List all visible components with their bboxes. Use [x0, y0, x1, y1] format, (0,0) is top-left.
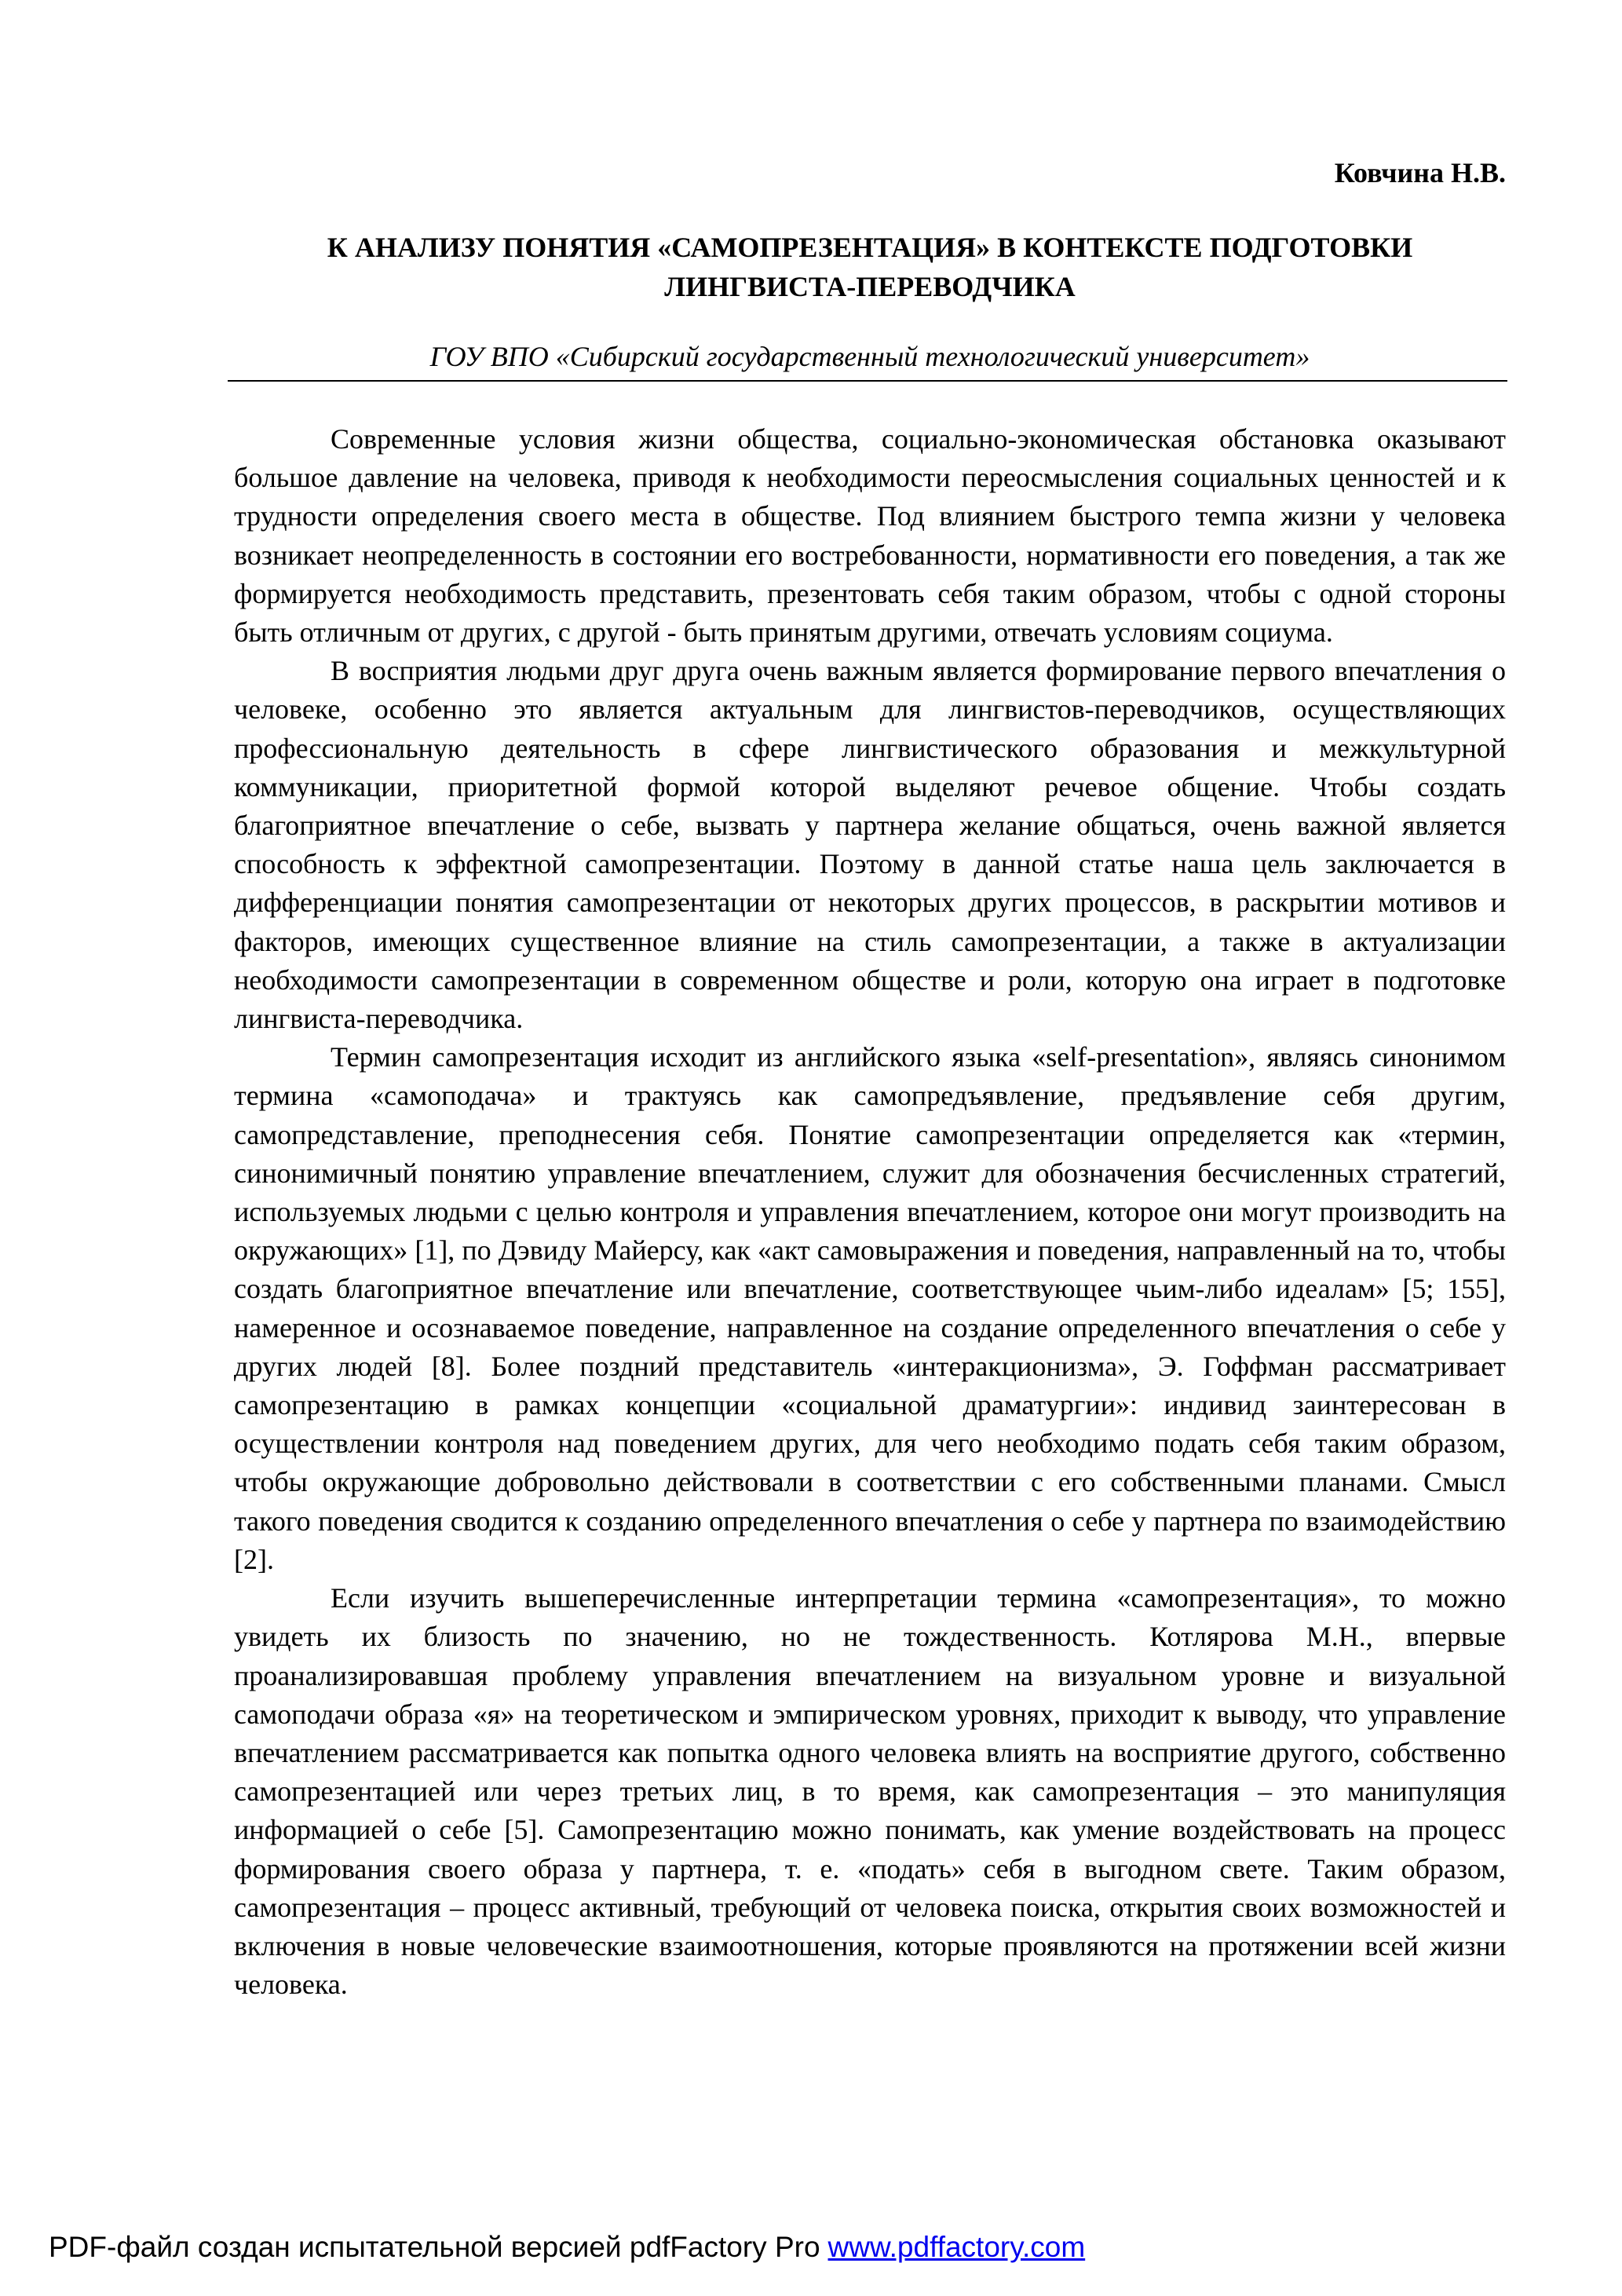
paragraph-3: Термин самопрезентация исходит из английского языка «self-presentation», являясь синонимом термина «самоподача» и трактуясь как самопредъявление, предъявление себя другим, самопредставление, преподнесения себя. Понятие самопрезентации определяется как «термин, синонимичный понятию управление впечатлением, служит для обозначения бесчисленных стратегий, используемых людьми с целью контроля и управления впечатлением, которое они могут производить на окружающих» [1], по Дэвиду Майерсу, как «акт самовыражения и поведения, направленный на то, чтобы создать благоприятное впечатление или впечатление, соответствующее чьим-либо идеалам» [5; 155], намеренное и осознаваемое поведение, направленное на создание определенного впечатления о себе у других людей [8]. Более поздний представитель «интеракционизма», Э. Гоффман рассматривает самопрезентацию в рамках концепции «социальной драматургии»: индивид заинтересован в осуществлении контроля над поведением других, для чего необходимо подать себя таким образом, чтобы окружающие добровольно действовали в соответствии с его собственными планами. Смысл такого поведения сводится к созданию определенного впечатления о себе у партнера по взаимодействию [2]. [234, 1041, 1506, 1575]
watermark-text: PDF-файл создан испытательной версией pdfFactory Pro [49, 2231, 820, 2263]
pdf-watermark-footer [49, 2230, 1085, 2265]
paragraph-2: В восприятия людьми друг друга очень важным является формирование первого впечатления о человеке, особенно это является актуальным для лингвистов-переводчиков, осуществляющих профессиональную деятельность в сфере лингвистического образования и межкультурной коммуникации, приоритетной формой которой выделяют речевое общение. Чтобы создать благоприятное впечатление о себе, вызвать у партнера желание общаться, очень важной является способность к эффектной самопрезентации. Поэтому в данной статье наша цель заключается в дифференциации понятия самопрезентации от некоторых других процессов, в раскрытии мотивов и факторов, имеющих существенное влияние на стиль самопрезентации, а также в актуализации необходимости самопрезентации в современном обществе и роли, которую она играет в подготовке лингвиста-переводчика. [234, 655, 1506, 1035]
affiliation: ГОУ ВПО «Сибирский государственный технологический университет» [429, 341, 1310, 372]
paragraph-1: Современные условия жизни общества, социально-экономическая обстановка оказывают большое давление на человека, приводя к необходимости переосмысления социальных ценностей и к трудности определения своего места в обществе. Под влиянием быстрого темпа жизни у человека возникает неопределенность в состоянии его востребованности, нормативности его поведения, а так же формируется необходимость представить, презентовать себя таким образом, чтобы с одной стороны быть отличным от других, с другой - быть принятым другими, отвечать условиям социума. [234, 423, 1506, 649]
header-divider [228, 380, 1507, 382]
paper-title: К АНАЛИЗУ ПОНЯТИЯ «САМОПРЕЗЕНТАЦИЯ» В КОНТЕКСТЕ ПОДГОТОВКИ ЛИНГВИСТА-ПЕРЕВОДЧИКА [327, 232, 1413, 302]
pdffactory-link[interactable]: www.pdffactory.com [827, 2231, 1086, 2263]
paragraph-4: Если изучить вышеперечисленные интерпретации термина «самопрезентация», то можно увидеть их близость по значению, но не тождественность. Котлярова М.Н., впервые проанализировавшая проблему управления впечатлением на визуальном уровне и визуальной самоподачи образа «я» на теоретическом и эмпирическом уровнях, приходит к выводу, что управление впечатлением рассматривается как попытка одного человека влиять на восприятие другого, собственно самопрезентацией или через третьих лиц, в то время, как самопрезентация – это манипуляция информацией о себе [5]. Самопрезентацию можно понимать, как умение воздействовать на процесс формирования своего образа у партнера, т. е. «подать» себя в выгодном свете. Таким образом, самопрезентация – процесс активный, требующий от человека поиска, открытия своих возможностей и включения в новые человеческие взаимоотношения, которые проявляются на протяжении всей жизни человека. [234, 1582, 1506, 2001]
article-body [234, 420, 1506, 2004]
author-name: Ковчина Н.В. [1334, 157, 1506, 188]
